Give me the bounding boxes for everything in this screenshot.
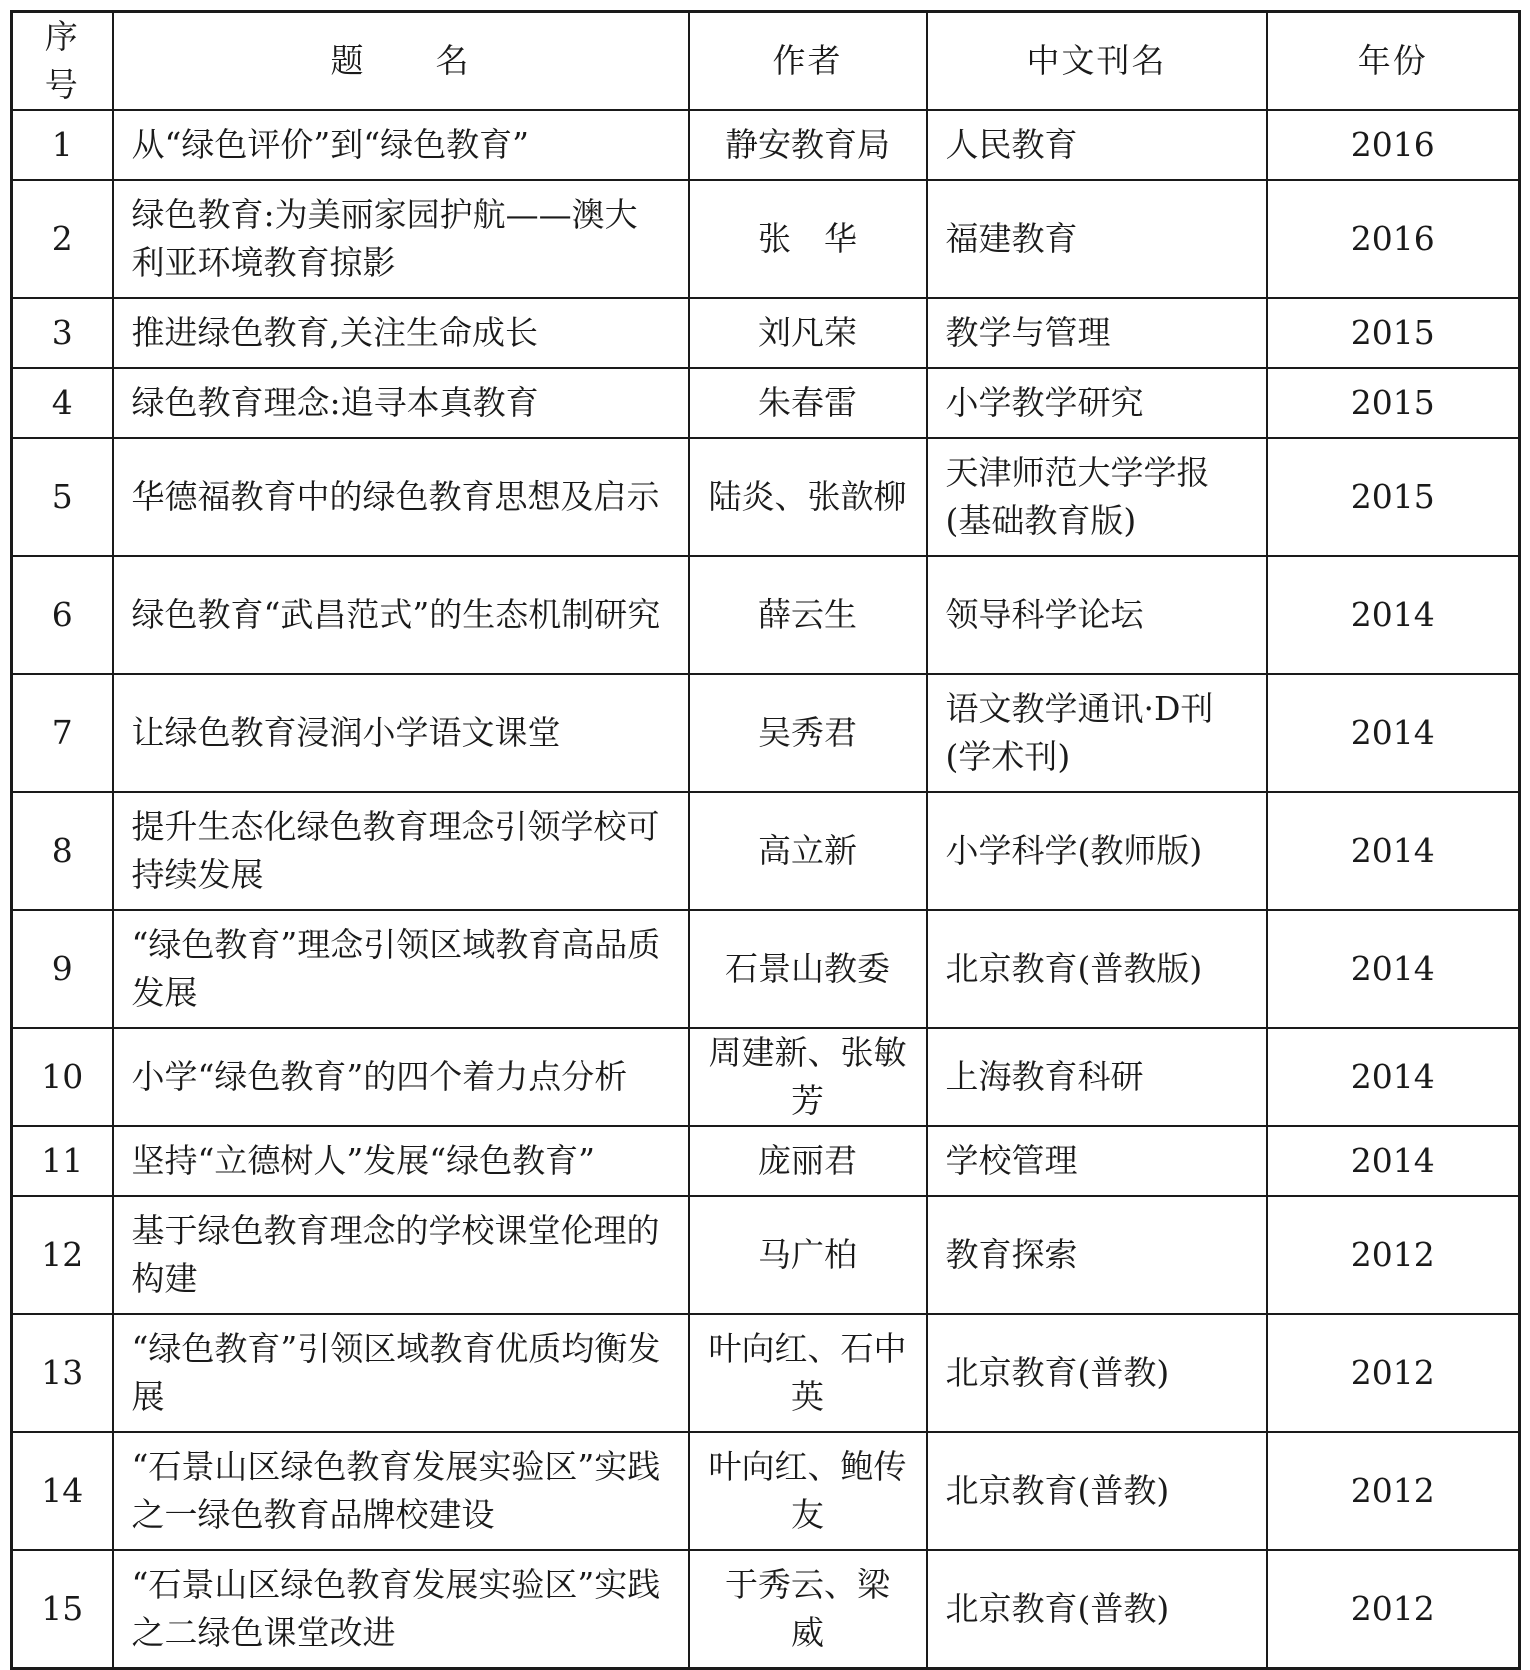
row-author: 叶向红、鲍传友 [689, 1432, 927, 1550]
table-row [12, 1126, 1520, 1196]
row-year: 2014 [1267, 792, 1520, 910]
table-row [12, 792, 1520, 910]
table-row [12, 1550, 1520, 1669]
row-author: 于秀云、梁 威 [689, 1550, 927, 1669]
row-no: 8 [12, 792, 113, 910]
row-author: 马广柏 [689, 1196, 927, 1314]
row-no: 11 [12, 1126, 113, 1196]
row-no: 2 [12, 180, 113, 298]
row-title: 绿色教育理念:追寻本真教育 [113, 368, 689, 438]
header-author: 作者 [689, 12, 927, 111]
row-year: 2012 [1267, 1432, 1520, 1550]
row-no: 10 [12, 1028, 113, 1126]
row-title: “石景山区绿色教育发展实验区”实践之一绿色教育品牌校建设 [113, 1432, 689, 1550]
row-title: 提升生态化绿色教育理念引领学校可持续发展 [113, 792, 689, 910]
row-title: “石景山区绿色教育发展实验区”实践之二绿色课堂改进 [113, 1550, 689, 1669]
row-journal: 教育探索 [927, 1196, 1267, 1314]
row-title: “绿色教育”理念引领区域教育高品质发展 [113, 910, 689, 1028]
row-year: 2014 [1267, 1126, 1520, 1196]
row-no: 4 [12, 368, 113, 438]
row-author: 静安教育局 [689, 110, 927, 180]
row-journal: 福建教育 [927, 180, 1267, 298]
literature-table-container [10, 10, 1518, 1670]
row-title: 绿色教育:为美丽家园护航——澳大利亚环境教育掠影 [113, 180, 689, 298]
row-journal: 上海教育科研 [927, 1028, 1267, 1126]
row-no: 13 [12, 1314, 113, 1432]
header-year: 年份 [1267, 12, 1520, 111]
row-no: 7 [12, 674, 113, 792]
row-no: 15 [12, 1550, 113, 1669]
row-year: 2012 [1267, 1314, 1520, 1432]
row-journal: 小学科学(教师版) [927, 792, 1267, 910]
table-row [12, 556, 1520, 674]
row-author: 高立新 [689, 792, 927, 910]
row-no: 3 [12, 298, 113, 368]
row-journal: 北京教育(普教) [927, 1314, 1267, 1432]
row-title: 推进绿色教育,关注生命成长 [113, 298, 689, 368]
header-no: 序号 [12, 12, 113, 111]
row-journal: 语文教学通讯·D刊(学术刊) [927, 674, 1267, 792]
row-author: 石景山教委 [689, 910, 927, 1028]
row-title: 让绿色教育浸润小学语文课堂 [113, 674, 689, 792]
row-title: 坚持“立德树人”发展“绿色教育” [113, 1126, 689, 1196]
literature-table [10, 10, 1521, 1670]
row-year: 2012 [1267, 1196, 1520, 1314]
row-journal: 教学与管理 [927, 298, 1267, 368]
row-author: 陆炎、张歆柳 [689, 438, 927, 556]
row-no: 5 [12, 438, 113, 556]
row-journal: 天津师范大学学报(基础教育版) [927, 438, 1267, 556]
table-row [12, 1432, 1520, 1550]
row-author: 庞丽君 [689, 1126, 927, 1196]
row-journal: 北京教育(普教) [927, 1432, 1267, 1550]
row-year: 2015 [1267, 368, 1520, 438]
table-header-row [12, 12, 1520, 111]
row-journal: 北京教育(普教) [927, 1550, 1267, 1669]
row-no: 6 [12, 556, 113, 674]
row-title: 华德福教育中的绿色教育思想及启示 [113, 438, 689, 556]
row-no: 9 [12, 910, 113, 1028]
row-author: 吴秀君 [689, 674, 927, 792]
table-row [12, 674, 1520, 792]
row-year: 2014 [1267, 1028, 1520, 1126]
table-row [12, 1196, 1520, 1314]
row-title: 小学“绿色教育”的四个着力点分析 [113, 1028, 689, 1126]
row-title: 从“绿色评价”到“绿色教育” [113, 110, 689, 180]
row-journal: 人民教育 [927, 110, 1267, 180]
row-no: 12 [12, 1196, 113, 1314]
table-row [12, 298, 1520, 368]
row-year: 2012 [1267, 1550, 1520, 1669]
row-journal: 小学教学研究 [927, 368, 1267, 438]
row-author: 薛云生 [689, 556, 927, 674]
row-year: 2014 [1267, 674, 1520, 792]
row-no: 1 [12, 110, 113, 180]
row-year: 2015 [1267, 298, 1520, 368]
row-no: 14 [12, 1432, 113, 1550]
table-row [12, 368, 1520, 438]
table-row [12, 438, 1520, 556]
table-row [12, 1314, 1520, 1432]
row-year: 2016 [1267, 110, 1520, 180]
row-year: 2014 [1267, 910, 1520, 1028]
row-journal: 北京教育(普教版) [927, 910, 1267, 1028]
table-row [12, 180, 1520, 298]
row-year: 2015 [1267, 438, 1520, 556]
header-journal: 中文刊名 [927, 12, 1267, 111]
row-author: 周建新、张敏芳 [689, 1028, 927, 1126]
header-title: 题 名 [113, 12, 689, 111]
table-row [12, 110, 1520, 180]
table-row [12, 1028, 1520, 1126]
row-author: 叶向红、石中英 [689, 1314, 927, 1432]
row-title: 绿色教育“武昌范式”的生态机制研究 [113, 556, 689, 674]
row-title: “绿色教育”引领区域教育优质均衡发展 [113, 1314, 689, 1432]
row-author: 刘凡荣 [689, 298, 927, 368]
table-row [12, 910, 1520, 1028]
row-journal: 学校管理 [927, 1126, 1267, 1196]
row-title: 基于绿色教育理念的学校课堂伦理的构建 [113, 1196, 689, 1314]
row-year: 2016 [1267, 180, 1520, 298]
row-journal: 领导科学论坛 [927, 556, 1267, 674]
row-author: 朱春雷 [689, 368, 927, 438]
row-author: 张 华 [689, 180, 927, 298]
row-year: 2014 [1267, 556, 1520, 674]
